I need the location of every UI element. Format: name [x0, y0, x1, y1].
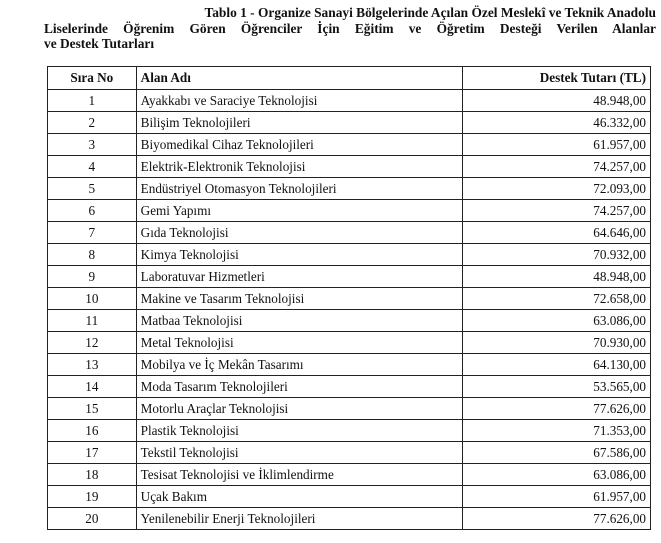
row-number: 5	[48, 178, 137, 200]
field-name: Ayakkabı ve Saraciye Teknolojisi	[136, 90, 462, 112]
row-number: 20	[48, 508, 137, 530]
support-amount: 53.565,00	[462, 376, 650, 398]
support-amount: 67.586,00	[462, 442, 650, 464]
support-amount: 77.626,00	[462, 508, 650, 530]
support-amount: 74.257,00	[462, 200, 650, 222]
table-row	[48, 266, 651, 288]
table-row	[48, 200, 651, 222]
field-name: Elektrik-Elektronik Teknolojisi	[136, 156, 462, 178]
table-row	[48, 354, 651, 376]
field-name: Yenilenebilir Enerji Teknolojileri	[136, 508, 462, 530]
support-amount: 72.093,00	[462, 178, 650, 200]
support-amount: 63.086,00	[462, 464, 650, 486]
field-name: Plastik Teknolojisi	[136, 420, 462, 442]
field-name: Gıda Teknolojisi	[136, 222, 462, 244]
field-name: Matbaa Teknolojisi	[136, 310, 462, 332]
table-row	[48, 244, 651, 266]
table-row	[48, 288, 651, 310]
table-caption	[44, 5, 656, 52]
field-name: Motorlu Araçlar Teknolojisi	[136, 398, 462, 420]
table-row	[48, 398, 651, 420]
support-amount: 70.932,00	[462, 244, 650, 266]
table-row	[48, 486, 651, 508]
table-row	[48, 310, 651, 332]
row-number: 8	[48, 244, 137, 266]
support-amount: 72.658,00	[462, 288, 650, 310]
header-sira-no: Sıra No	[48, 67, 137, 90]
row-number: 15	[48, 398, 137, 420]
support-amount: 61.957,00	[462, 134, 650, 156]
field-name: Bilişim Teknolojileri	[136, 112, 462, 134]
row-number: 12	[48, 332, 137, 354]
field-name: Tesisat Teknolojisi ve İklimlendirme	[136, 464, 462, 486]
table-row	[48, 134, 651, 156]
caption-line-1: Tablo 1 - Organize Sanayi Bölgelerinde Açılan Özel Meslekî ve Teknik Anadolu	[204, 5, 656, 20]
field-name: Uçak Bakım	[136, 486, 462, 508]
support-amount: 70.930,00	[462, 332, 650, 354]
table-row	[48, 90, 651, 112]
table-header-row	[48, 67, 651, 90]
row-number: 10	[48, 288, 137, 310]
support-amount-table	[47, 66, 651, 530]
support-amount: 48.948,00	[462, 266, 650, 288]
caption-line-3: ve Destek Tutarları	[44, 36, 155, 51]
support-amount: 74.257,00	[462, 156, 650, 178]
field-name: Endüstriyel Otomasyon Teknolojileri	[136, 178, 462, 200]
field-name: Mobilya ve İç Mekân Tasarımı	[136, 354, 462, 376]
support-amount: 77.626,00	[462, 398, 650, 420]
row-number: 6	[48, 200, 137, 222]
table-row	[48, 156, 651, 178]
support-amount: 71.353,00	[462, 420, 650, 442]
row-number: 4	[48, 156, 137, 178]
row-number: 16	[48, 420, 137, 442]
header-destek-tutari: Destek Tutarı (TL)	[462, 67, 650, 90]
table-row	[48, 332, 651, 354]
row-number: 13	[48, 354, 137, 376]
caption-line-2: Liselerinde Öğrenim Gören Öğrenciler İçin Eğitim ve Öğretim Desteği Verilen Alanlar	[44, 20, 656, 36]
support-amount: 48.948,00	[462, 90, 650, 112]
table-row	[48, 420, 651, 442]
support-amount: 61.957,00	[462, 486, 650, 508]
row-number: 19	[48, 486, 137, 508]
field-name: Moda Tasarım Teknolojileri	[136, 376, 462, 398]
field-name: Kimya Teknolojisi	[136, 244, 462, 266]
header-alan-adi: Alan Adı	[136, 67, 462, 90]
field-name: Tekstil Teknolojisi	[136, 442, 462, 464]
field-name: Makine ve Tasarım Teknolojisi	[136, 288, 462, 310]
row-number: 11	[48, 310, 137, 332]
field-name: Laboratuvar Hizmetleri	[136, 266, 462, 288]
support-amount: 63.086,00	[462, 310, 650, 332]
table-row	[48, 442, 651, 464]
row-number: 14	[48, 376, 137, 398]
field-name: Biyomedikal Cihaz Teknolojileri	[136, 134, 462, 156]
row-number: 3	[48, 134, 137, 156]
field-name: Metal Teknolojisi	[136, 332, 462, 354]
table-row	[48, 376, 651, 398]
row-number: 17	[48, 442, 137, 464]
row-number: 2	[48, 112, 137, 134]
support-amount: 64.646,00	[462, 222, 650, 244]
row-number: 1	[48, 90, 137, 112]
table-body	[48, 90, 651, 530]
row-number: 9	[48, 266, 137, 288]
table-row	[48, 464, 651, 486]
row-number: 7	[48, 222, 137, 244]
table-row	[48, 178, 651, 200]
field-name: Gemi Yapımı	[136, 200, 462, 222]
support-amount: 46.332,00	[462, 112, 650, 134]
table-row	[48, 112, 651, 134]
table-row	[48, 508, 651, 530]
table-row	[48, 222, 651, 244]
row-number: 18	[48, 464, 137, 486]
support-amount: 64.130,00	[462, 354, 650, 376]
